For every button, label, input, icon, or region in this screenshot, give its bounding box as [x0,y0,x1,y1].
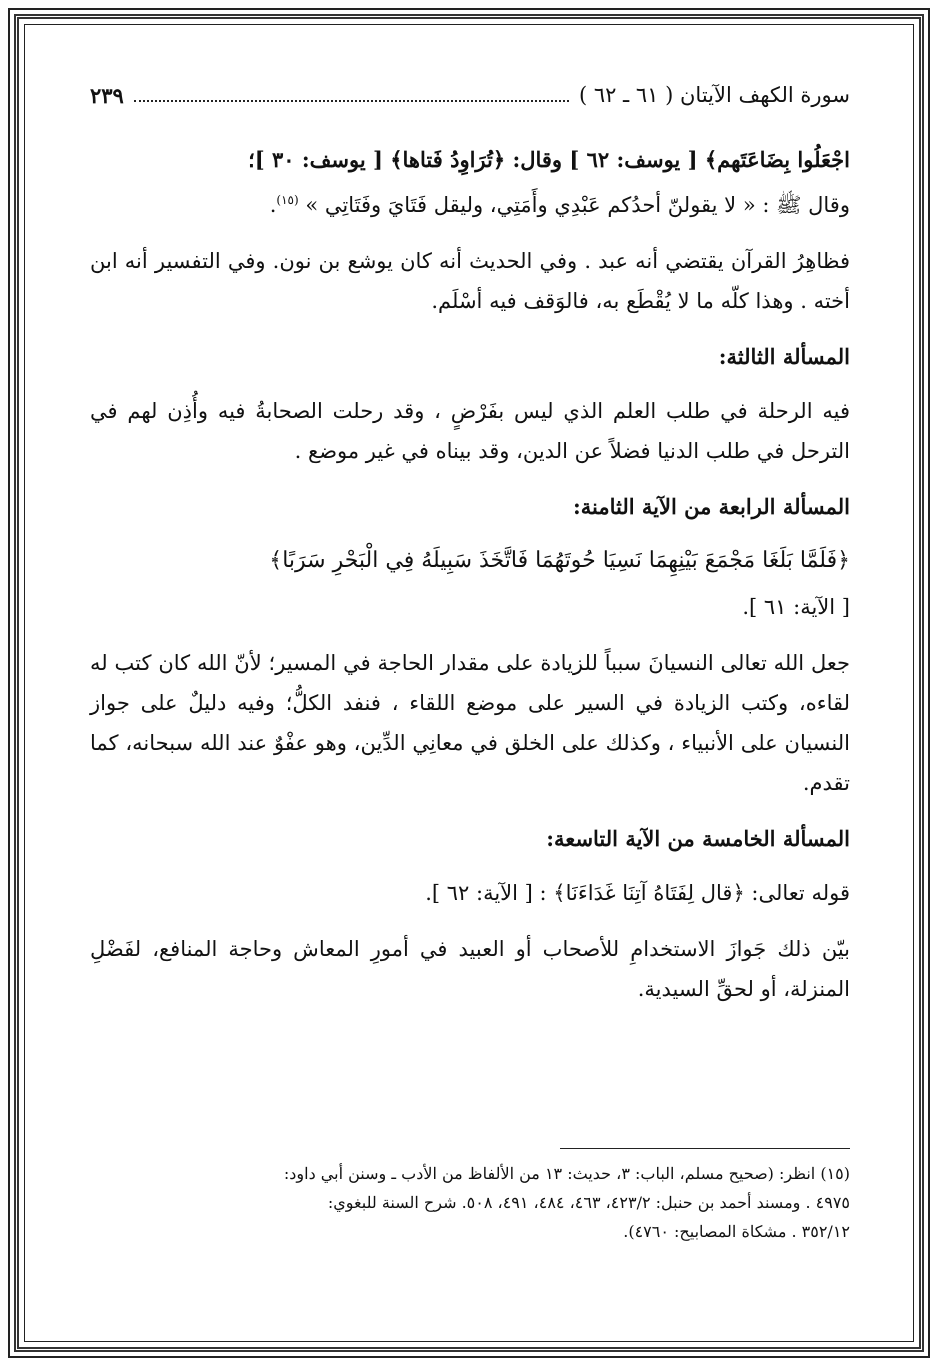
heading-issue-3: المسألة الثالثة: [718,344,850,369]
quran-verse-61: ﴿فَلَمَّا بَلَغَا مَجْمَعَ بَيْنِهِمَا نَسِيَا حُوتَهُمَا فَاتَّخَذَ سَبِيلَهُ فِي الْبَحْرِ سَرَبًا﴾ [269,548,850,573]
footnote-line-2: ٤٩٧٥ . ومسند أحمد بن حنبل: ٤٢٣/٢، ٤٦٣، ٤٨٤، ٤٩١، ٥٠٨. شرح السنة للبغوي: [327,1193,850,1212]
running-header [90,78,850,112]
heading-issue-4: المسألة الرابعة من الآية الثامنة: [572,494,850,519]
paragraph-5: قوله تعالى: ﴿قال لِفَتَاهُ آتِنَا غَدَاءَنَا﴾ : [ الآية: ٦٢ ]. [425,881,850,905]
paragraph-2: فظاهِرُ القرآن يقتضي أنه عبد . وفي الحديث أنه كان يوشع بن نون. وفي التفسير أنه ابن أخته . وهذا كلّه ما لا يُقْطَع به، فالوَقف فيه أسْلَم. [90,249,850,313]
paragraph-6: بيّن ذلك جَوازَ الاستخدامِ للأصحاب أو العبيد في أمورِ المعاش وحاجة المنافع، لفَضْلِ المنزلة، أو لحقِّ السيدية. [90,937,850,1001]
page-number: ٢٣٩ [90,82,124,108]
footnotes [90,1148,850,1246]
main-text [90,140,850,1025]
footnote-marker: (١٥) [276,193,299,207]
footnote-line-3: ٣٥٢/١٢ . مشكاة المصابيح: ٤٧٦٠). [623,1222,850,1241]
page [90,70,850,1330]
paragraph-3: فيه الرحلة في طلب العلم الذي ليس بفَرْضٍ ، وقد رحلت الصحابةُ فيه وأُذِن لهم في الترحل في طلب الدنيا فضلاً عن الدين، وقد بيناه في غير موضع . [90,399,850,463]
footnote-line-1: (١٥) انظر: (صحيح مسلم، الباب: ٣، حديث: ١٣ من الألفاظ من الأدب ـ وسنن أبي داود: [283,1164,850,1183]
header-title: سورة الكهف الآيتان ( ٦١ ـ ٦٢ ) [578,83,850,107]
heading-issue-5: المسألة الخامسة من الآية التاسعة: [546,826,850,851]
header-leader-dots [134,88,569,102]
paragraph-1-line-2: وقال ﷺ : « لا يقولنّ أحدُكم عَبْدِي وأَمَتِي، وليقل فَتَايَ وفَتَاتِي » [305,193,850,217]
paragraph-1-line-1: اجْعَلُوا بِضَاعَتَهم﴾ [ يوسف: ٦٢ ] وقال: ﴿تُرَاوِدُ فَتاها﴾ [ يوسف: ٣٠ ]؛ [248,147,850,172]
paragraph-4: جعل الله تعالى النسيانَ سبباً للزيادة على مقدار الحاجة في المسير؛ لأنّ الله كان كتب له لقاءه، وكتب الزيادة في السير على موضع اللقاء ، فنفد الكلُّ؛ وفيه دليلٌ على جواز النسيان على الأنبياء ، وكذلك على الخلق في معانِي الدِّين، وهو عفْوٌ عند الله سبحانه، كما تقدم. [90,651,850,795]
verse-61-reference: [ الآية: ٦١ ]. [742,595,850,619]
footnote-rule [560,1148,850,1149]
paragraph-1: اجْعَلُوا بِضَاعَتَهم﴾ [ يوسف: ٦٢ ] وقال: ﴿تُرَاوِدُ فَتاها﴾ [ يوسف: ٣٠ ]؛ وقال ﷺ : « لا يقولنّ أحدُكم عَبْدِي وأَمَتِي، وليقل فَتَايَ وفَتَاتِي » $^{(١٥)}$. [248,147,850,217]
